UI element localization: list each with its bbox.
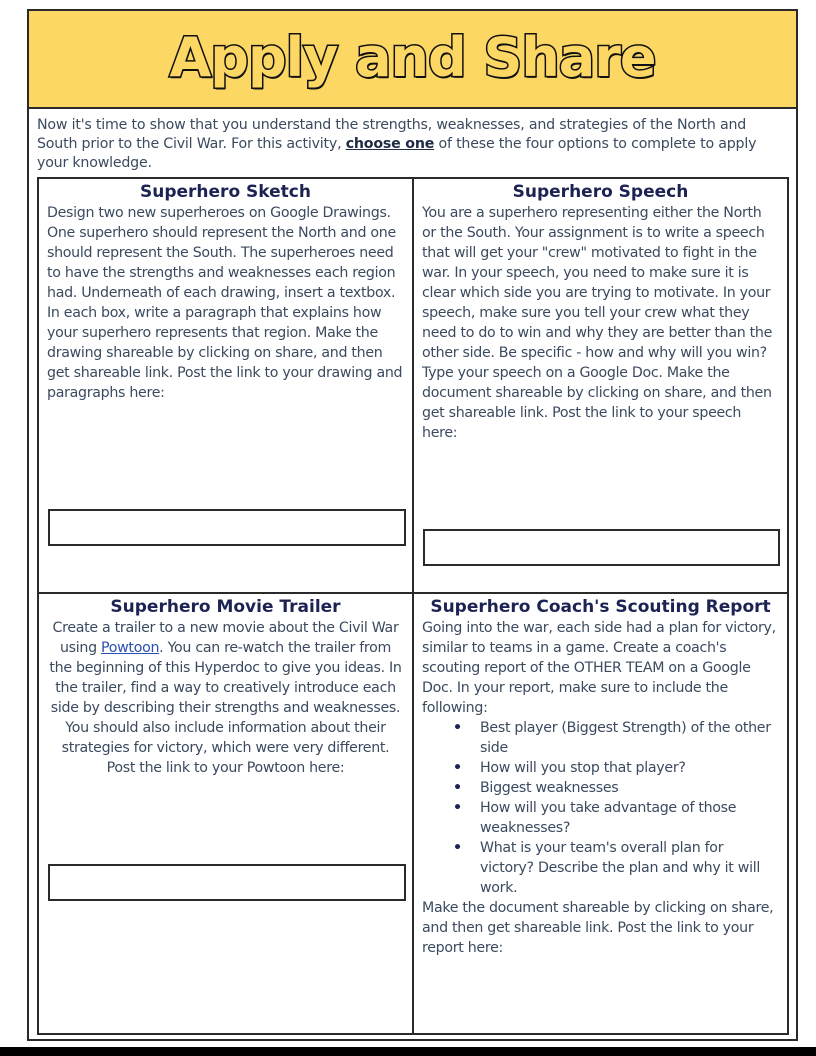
option-body: Design two new superheroes on Google Drawings. One superhero should represent the North and one should represent the South. The superheroes need to have the strengths and weaknesses each region had. Underneath of each drawing, insert a textbox. In each box, write a paragraph that explains how your superhero represents that region. Make the drawing shareable by clicking on share, and then get shareable link. Post the link to your drawing and paragraphs here: [47, 205, 403, 401]
option-title: Superhero Sketch [140, 182, 311, 202]
page-bottom-bar [0, 1047, 816, 1056]
option-title: Superhero Movie Trailer [110, 597, 341, 617]
option-superhero-sketch [39, 179, 412, 592]
apply-and-share-card [27, 9, 798, 1041]
list-item: • What is your team's overall plan for victory? Describe the plan and why it will work. [480, 838, 779, 898]
option-title: Superhero Speech [512, 182, 689, 202]
option-body-after-link: . You can re-watch the trailer from the beginning of this Hyperdoc to give you ideas. In the trailer, find a way to creatively introduce each side by describing their strengths and weaknesses. You should also include information about their strategies for victory, which were very different. Post the link to your Powtoon here: [49, 640, 402, 776]
option-body [47, 618, 404, 778]
options-grid [37, 177, 789, 1035]
list-item: • How will you take advantage of those weaknesses? [480, 798, 779, 838]
page-title: Apply and Share [169, 25, 656, 89]
option-body: You are a superhero representing either the North or the South. Your assignment is to write a speech that will get your "crew" motivated to fight in the war. In your speech, you need to make sure it is clear which side you are trying to motivate. In your speech, make sure you tell your crew what they need to do to win and why they are better than the other side. Be specific - how and why will you win? Type your speech on a Google Doc. Make the document shareable by clicking on share, and then get shareable link. Post the link to your speech here: [422, 205, 773, 441]
option-superhero-speech [414, 179, 787, 592]
link-input-box[interactable] [48, 509, 406, 546]
list-item: • How will you stop that player? [480, 758, 779, 778]
option-coach-scouting-report [414, 594, 787, 1034]
link-input-box[interactable] [48, 864, 406, 901]
report-requirements-list [422, 718, 779, 898]
intro-text-before: Now it's time to show that you understand the strengths, weaknesses, and strategies of the North and South prior to the Civil War. For this activity, [37, 117, 747, 152]
powtoon-link[interactable]: Powtoon [101, 640, 160, 656]
link-input-box[interactable] [423, 529, 780, 566]
option-title: Superhero Coach's Scouting Report [430, 597, 771, 617]
intro-paragraph [37, 116, 787, 173]
header-banner [29, 11, 796, 109]
list-item: • Best player (Biggest Strength) of the other side [480, 718, 779, 758]
intro-emphasis: choose one [345, 136, 435, 152]
intro-text-after: of these the four options to complete to apply your knowledge. [37, 136, 757, 171]
option-superhero-movie-trailer [39, 594, 412, 1034]
list-item: • Biggest weaknesses [480, 778, 779, 798]
option-body: Going into the war, each side had a plan for victory, similar to teams in a game. Create a coach's scouting report of the OTHER TEAM on a Google Doc. In your report, make sure to include the following: [422, 620, 776, 716]
option-closing: Make the document shareable by clicking on share, and then get shareable link. Post the link to your report here: [422, 900, 774, 956]
option-body-before-link: Create a trailer to a new movie about the Civil War using [52, 620, 399, 656]
